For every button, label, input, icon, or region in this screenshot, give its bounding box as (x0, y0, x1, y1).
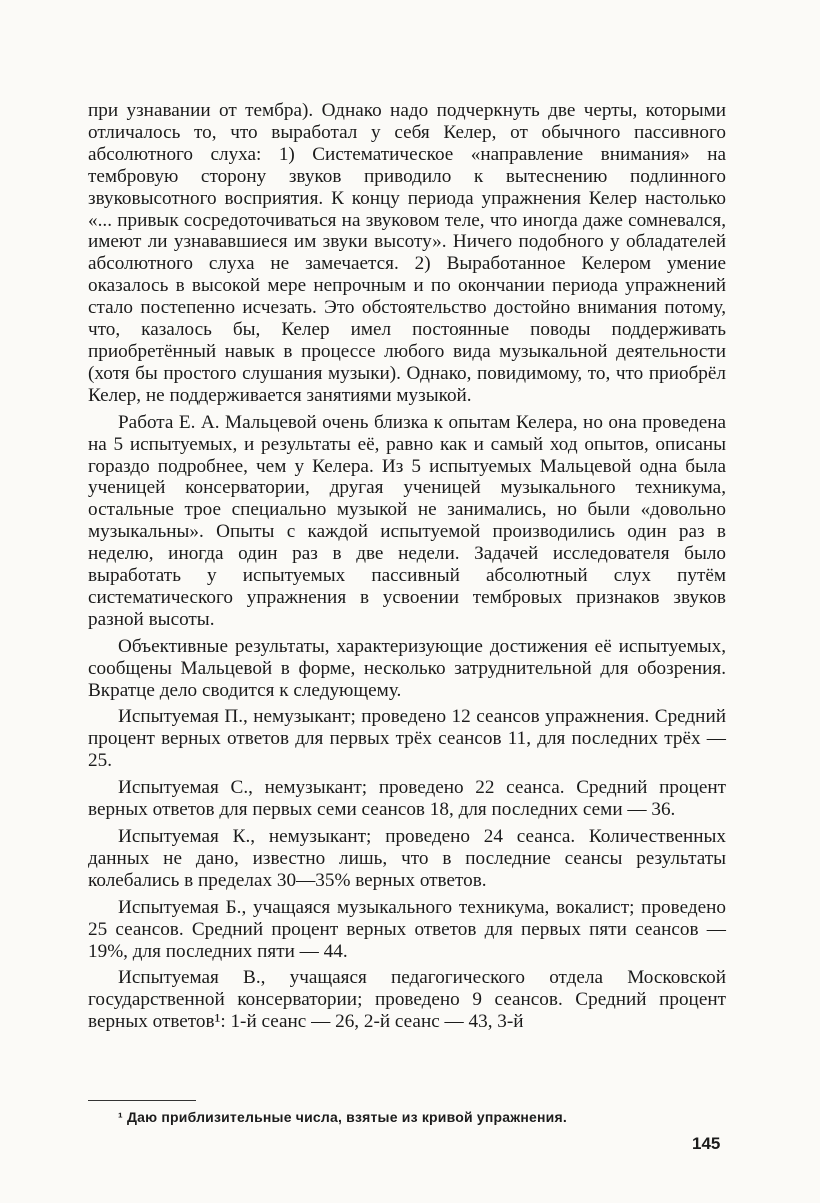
paragraph-subject-k: Испытуемая К., немузыкант; проведено 24 сеанса. Количественных данных не дано, известно лишь, что в последние сеансы результаты колебались в пределах 30—35% верных ответов. (88, 826, 726, 891)
paragraph-maltseva-work: Работа Е. А. Мальцевой очень близка к опытам Келера, но она проведена на 5 испытуемых, и результаты её, равно как и самый ход опытов, описаны гораздо подробнее, чем у Келера. Из 5 испытуемых Мальцевой одна была ученицей консерватории, другая ученицей музыкального техникума, остальные трое специально музыкой не занимались, но были «довольно музыкальны». Опыты с каждой испытуемой производились один раз в неделю, иногда один раз в две недели. Задачей исследователя было выработать у испытуемых пассивный абсолютный слух путём систематического упражнения в усвоении тембровых признаков звуков разной высоты. (88, 411, 726, 630)
paragraph-subject-b: Испытуемая Б., учащаяся музыкального техникума, вокалист; проведено 25 сеансов. Средний процент верных ответов для первых пяти сеансов — 19%, для последних пяти — 44. (88, 896, 726, 962)
footnote: ¹ Даю приблизительные числа, взятые из кривой упражнения. (118, 1109, 567, 1125)
body-text (88, 100, 726, 1038)
paragraph-objective-results: Объективные результаты, характеризующие достижения её испытуемых, сообщены Мальцевой в форме, несколько затруднительной для обозрения. Вкратце дело сводится к следующему. (88, 635, 726, 701)
paragraph-subject-p: Испытуемая П., немузыкант; проведено 12 сеансов упражнения. Средний процент верных ответов для первых трёх сеансов 11, для последних трёх — 25. (88, 706, 726, 772)
paragraph-subject-s: Испытуемая С., немузыкант; проведено 22 сеанса. Средний процент верных ответов для первых семи сеансов 18, для последних семи — 36. (88, 777, 726, 821)
page-number: 145 (692, 1134, 721, 1153)
paragraph-subject-v: Испытуемая В., учащаяся педагогического отдела Московской государственной консерватории; проведено 9 сеансов. Средний процент верных ответов¹: 1-й сеанс — 26, 2-й сеанс — 43, 3-й (88, 967, 726, 1033)
paragraph-kohler-conclusion: при узнавании от тембра). Однако надо подчеркнуть две черты, которыми отличалось то, что выработал у себя Келер, от обычного пассивного абсолютного слуха: 1) Систематическое «направление внимания» на тембровую сторону звуков приводило к вытеснению подлинного звуковысотного восприятия. К концу периода упражнения Келер настолько «... привык сосредоточиваться на звуковом теле, что иногда даже сомневался, имеют ли узнававшиеся им звуки высоту». Ничего подобного у обладателей абсолютного слуха не замечается. 2) Выработанное Келером умение оказалось в высокой мере непрочным и по окончании периода упражнений стало постепенно исчезать. Это обстоятельство достойно внимания потому, что, казалось бы, Келер имел постоянные поводы поддерживать приобретённый навык в процессе любого вида музыкальной деятельности (хотя бы простого слушания музыки). Однако, повидимому, то, что приобрёл Келер, не поддерживается занятиями музыкой. (88, 100, 726, 406)
footnote-divider (88, 1100, 196, 1101)
